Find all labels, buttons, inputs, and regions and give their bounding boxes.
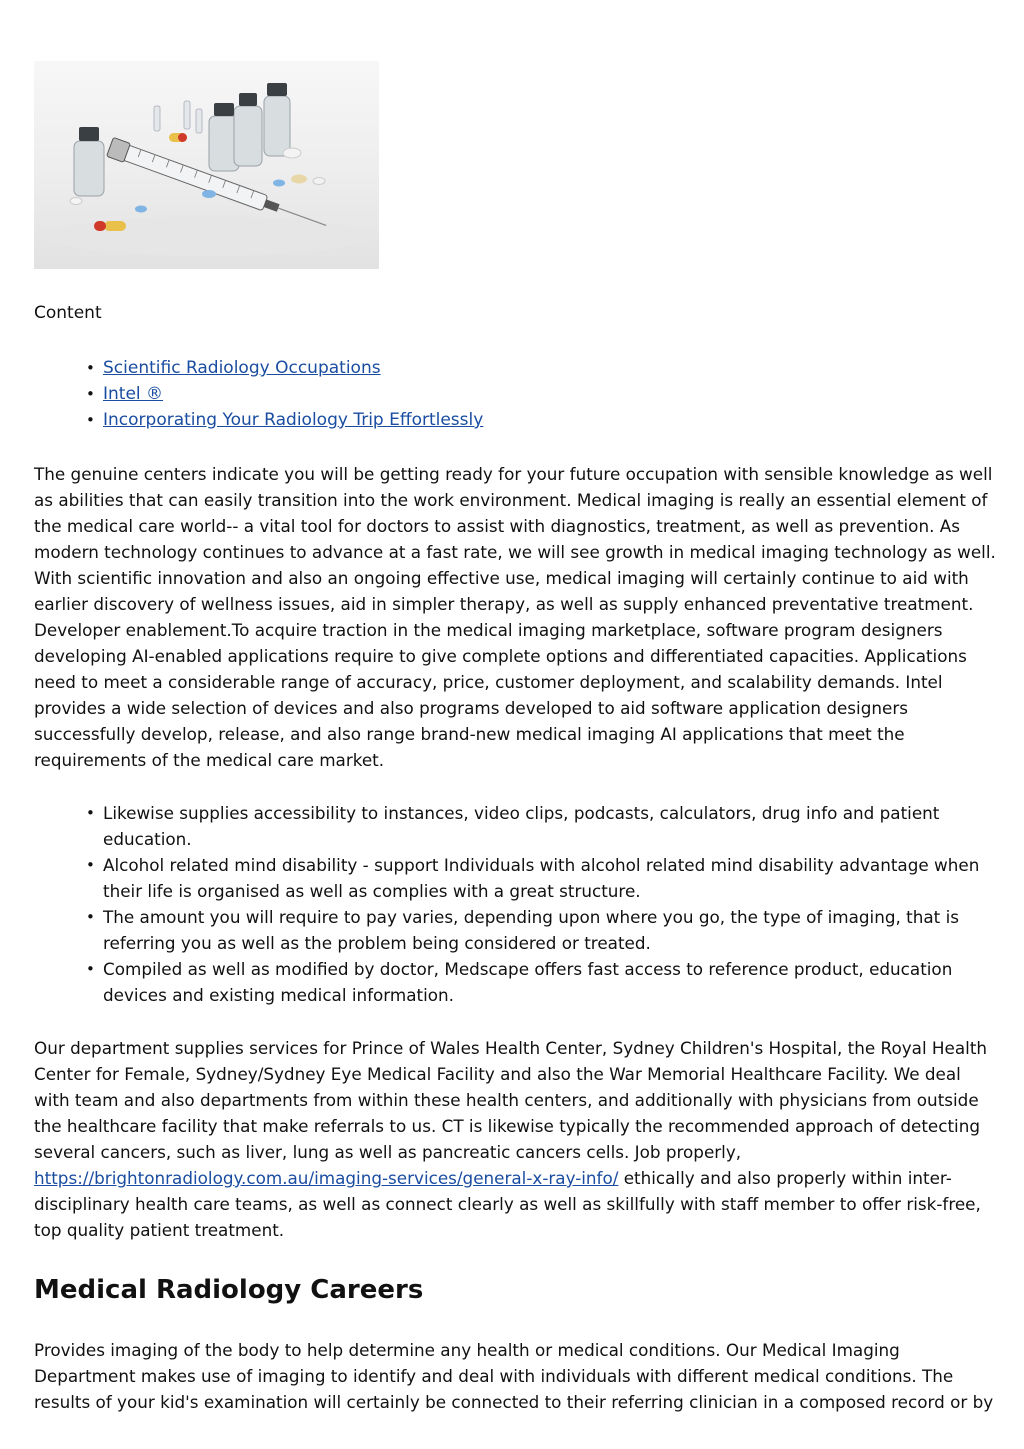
table-of-contents [34, 355, 994, 433]
syringe-vials-photo [34, 61, 379, 269]
bullet-list [34, 800, 996, 1008]
body-paragraph-1: The genuine centers indicate you will be getting ready for your future occupation with sensible knowledge as well as abilities that can easily transition into the work environment. Medical imaging is really an essential element of the medical care world-- a vital tool for doctors to assist with diagnostics, treatment, as well as prevention. As modern technology continues to advance at a fast rate, we will see growth in medical imaging technology as well. With scientific innovation and also an ongoing effective use, medical imaging will certainly continue to aid with earlier discovery of wellness issues, aid in simpler therapy, as well as supply enhanced preventative treatment. Developer enablement.To acquire traction in the medical imaging marketplace, software program designers developing AI-enabled applications require to give complete options and differentiated capacities. Applications need to meet a considerable range of accuracy, price, customer deployment, and scalability demands. Intel provides a wide selection of devices and also programs developed to aid software application designers successfully develop, release, and also range brand-new medical imaging AI applications that meet the requirements of the medical care market. [34, 464, 996, 770]
list-item: • The amount you will require to pay varies, depending upon where you go, the type of imaging, that is referring you as well as the problem being considered or treated. [34, 904, 996, 956]
body-paragraph-2 [34, 1035, 996, 1243]
toc-link-incorporating-radiology[interactable]: Incorporating Your Radiology Trip Effortlessly [103, 410, 484, 430]
toc-item [34, 355, 994, 381]
toc-link-intel[interactable]: Intel ® [103, 384, 164, 404]
section-heading: Medical Radiology Careers [34, 1275, 424, 1305]
list-item: • Alcohol related mind disability - support Individuals with alcohol related mind disability advantage when their life is organised as well as complies with a great structure. [34, 852, 996, 904]
toc-item [34, 381, 994, 407]
paragraph-2-text-before: Our department supplies services for Prince of Wales Health Center, Sydney Children's Hospital, the Royal Health Center for Female, Sydney/Sydney Eye Medical Facility and also the War Memorial Healthcare Facility. We deal with team and also departments from within these health centers, and additionally with physicians from outside the healthcare facility that make referrals to us. CT is likewise typically the recommended approach of detecting several cancers, such as liver, lung as well as pancreatic cancers cells. Job properly, [34, 1038, 988, 1162]
toc-item [34, 407, 994, 433]
list-item: • Likewise supplies accessibility to instances, video clips, podcasts, calculators, drug info and patient education. [34, 800, 996, 852]
body-paragraph-3: Provides imaging of the body to help determine any health or medical conditions. Our Medical Imaging Department makes use of imaging to identify and deal with individuals with different medical conditions. The results of your kid's examination will certainly be connected to their referring clinician in a composed record or by [34, 1340, 994, 1412]
paragraph-2-text-after: ethically and also properly within inter-disciplinary health care teams, as well as connect clearly as well as skillfully with staff member to offer risk-free, top quality patient treatment. [34, 1168, 981, 1240]
list-item: • Compiled as well as modified by doctor, Medscape offers fast access to reference product, education devices and existing medical information. [34, 956, 996, 1008]
content-label: Content [34, 303, 102, 323]
toc-link-scientific-radiology[interactable]: Scientific Radiology Occupations [103, 358, 381, 378]
brighton-radiology-link[interactable]: https://brightonradiology.com.au/imaging-services/general-x-ray-info/ [34, 1168, 619, 1188]
